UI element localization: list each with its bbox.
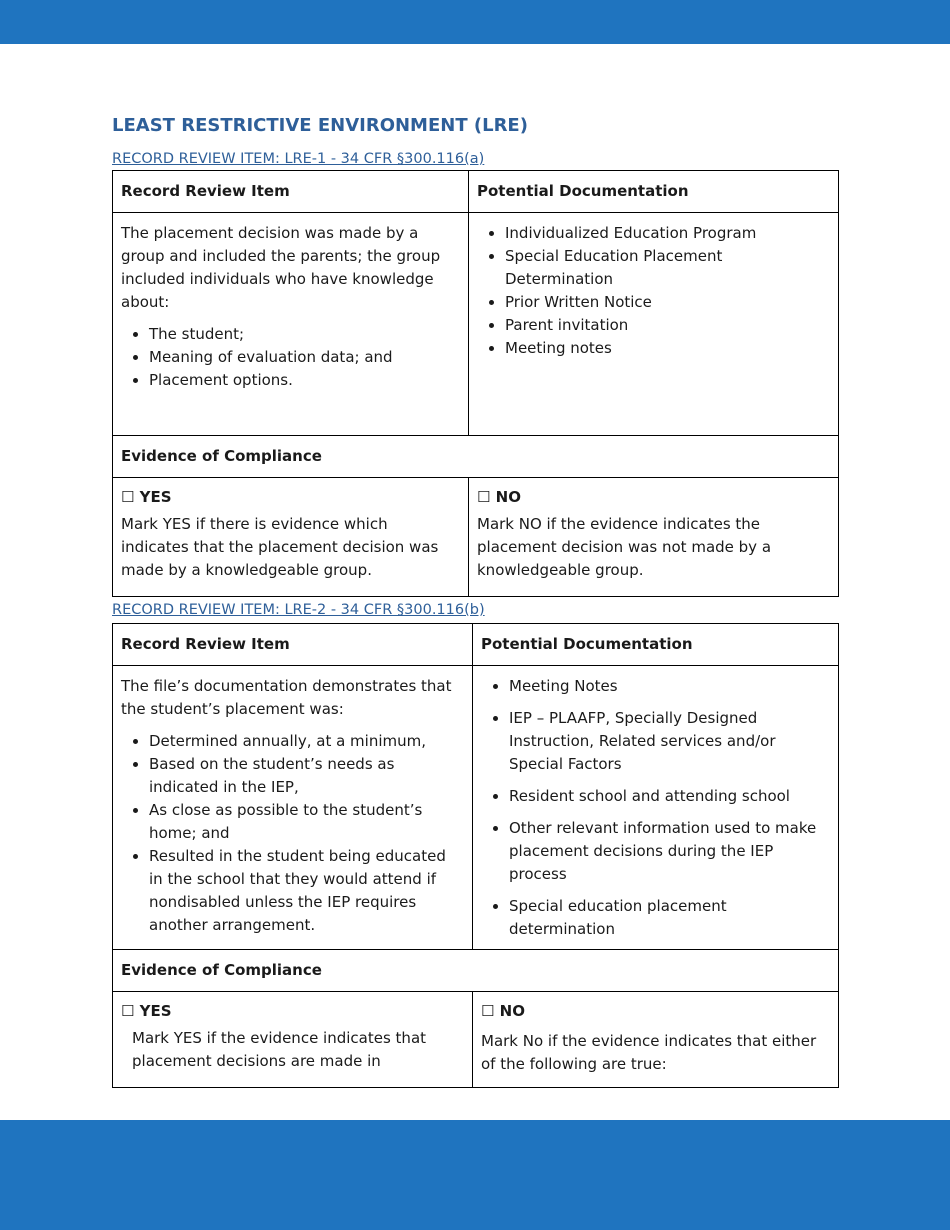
list-item: • As close as possible to the student’s home; and (149, 799, 464, 845)
knowledge-list (121, 323, 460, 392)
list-item: • Other relevant information used to make placement decisions during the IEP process (509, 817, 830, 886)
record-review-item-link-lre2[interactable]: RECORD REVIEW ITEM: LRE-2 - 34 CFR §300.116(b) (112, 602, 485, 618)
no-cell (473, 992, 839, 1088)
record-review-item-header: Record Review Item (113, 624, 473, 666)
no-cell (469, 478, 839, 597)
yes-cell (113, 992, 473, 1088)
yes-checkbox[interactable]: ☐ YES (121, 488, 172, 506)
potential-documentation-cell (473, 666, 839, 950)
list-item: • Based on the student’s needs as indicated in the IEP, (149, 753, 464, 799)
list-item: • Placement options. (149, 369, 460, 392)
yes-cell (113, 478, 469, 597)
yes-description: Mark YES if the evidence indicates that placement decisions are made in (132, 1029, 427, 1070)
list-item: • Prior Written Notice (505, 291, 830, 314)
record-review-table-lre1 (112, 170, 839, 597)
list-item: • Meeting Notes (509, 675, 830, 698)
page-title: LEAST RESTRICTIVE ENVIRONMENT (LRE) (112, 115, 528, 136)
no-description: Mark No if the evidence indicates that either of the following are true: (481, 1032, 817, 1073)
footer-band (0, 1120, 950, 1230)
list-item: • Meaning of evaluation data; and (149, 346, 460, 369)
record-review-table-lre2 (112, 623, 839, 1088)
record-review-item-header: Record Review Item (113, 171, 469, 213)
yes-description: Mark YES if there is evidence which indicates that the placement decision was made by a knowledgeable group. (121, 515, 439, 579)
yes-checkbox[interactable]: ☐ YES (121, 1002, 172, 1020)
no-checkbox[interactable]: ☐ NO (477, 488, 521, 506)
list-item: • Meeting notes (505, 337, 830, 360)
potential-documentation-cell (469, 213, 839, 436)
list-item: • Special education placement determination (509, 895, 830, 941)
document-body (112, 112, 838, 1088)
item-description: The file’s documentation demonstrates that the student’s placement was: (121, 677, 452, 718)
record-review-item-cell (113, 213, 469, 436)
evidence-of-compliance-header: Evidence of Compliance (113, 436, 839, 478)
placement-criteria-list (121, 730, 464, 937)
item-description: The placement decision was made by a group and included the parents; the group included individuals who have knowledge about: (121, 224, 441, 311)
no-description: Mark NO if the evidence indicates the placement decision was not made by a knowledgeable group. (477, 515, 772, 579)
no-checkbox[interactable]: ☐ NO (481, 1002, 525, 1020)
list-item: • Individualized Education Program (505, 222, 830, 245)
record-review-item-link-lre1[interactable]: RECORD REVIEW ITEM: LRE-1 - 34 CFR §300.116(a) (112, 151, 485, 167)
list-item: • IEP – PLAAFP, Specially Designed Instruction, Related services and/or Special Factors (509, 707, 830, 776)
list-item: • Resident school and attending school (509, 785, 830, 808)
list-item: • Determined annually, at a minimum, (149, 730, 464, 753)
list-item: • Special Education Placement Determination (505, 245, 830, 291)
potential-documentation-header: Potential Documentation (469, 171, 839, 213)
list-item: • The student; (149, 323, 460, 346)
record-review-item-cell (113, 666, 473, 950)
evidence-of-compliance-header: Evidence of Compliance (113, 950, 839, 992)
list-item: • Resulted in the student being educated in the school that they would attend if nondisabled unless the IEP requires another arrangement. (149, 845, 464, 937)
potential-documentation-header: Potential Documentation (473, 624, 839, 666)
documentation-list (481, 675, 830, 941)
list-item: • Parent invitation (505, 314, 830, 337)
documentation-list (477, 222, 830, 360)
header-band (0, 0, 950, 44)
